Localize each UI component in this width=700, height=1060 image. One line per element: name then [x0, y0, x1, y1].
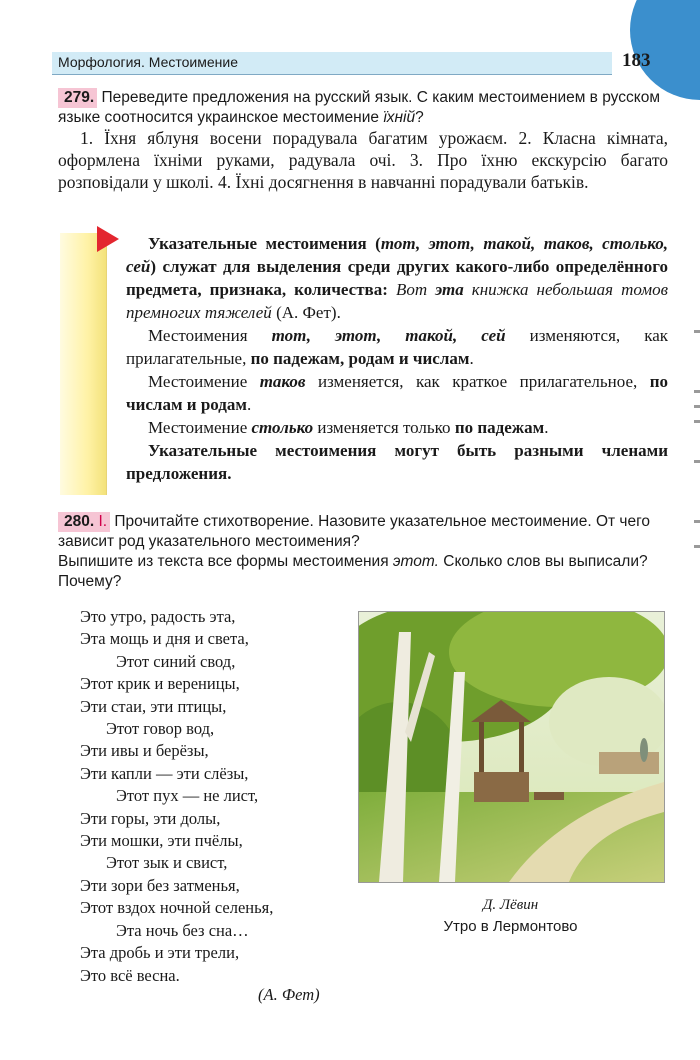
rule-paragraph-2: Местоимения тот, этот, такой, сей изменяются, как прилагательные, по падежам, родам и числам.	[126, 326, 669, 368]
painting-artist: Д. Лёвин	[482, 897, 539, 913]
rule-bar	[60, 233, 107, 495]
poem-line: Этот пух — не лист,	[116, 786, 259, 806]
page-number: 183	[622, 50, 651, 71]
rule-box	[126, 232, 668, 485]
rule-paragraph-3: Местоимение таков изменяется, как краткое прилагательное, по числам и родам.	[126, 372, 668, 414]
poem-line: Эти ивы и берёзы,	[80, 741, 209, 761]
section-title: Морфология. Местоимение	[58, 54, 239, 70]
poem-author: (А. Фет)	[258, 985, 320, 1004]
poem-line: Этот говор вод,	[106, 719, 215, 739]
exercise-279-text: 1. Їхня яблуня восени порадувала багатим урожаєм. 2. Класна кімната, оформлена їхніми руками, радувала очі. 3. Про їхню екскурсію багато розповідали у школі. 4. Їхні досягнення в навчанні порадували батьків.	[58, 128, 668, 192]
rule-paragraph-1: Указательные местоимения (тот, этот, такой, таков, столько, сей) служат для выделения среди других какого-либо определённого предмета, признака, количества: Вот эта книжка небольшая томов премногих тяжелей (А. Фет).	[126, 234, 669, 322]
ukrainian-pronoun: їхній	[383, 109, 416, 126]
poem-line: Эта ночь без сна…	[116, 920, 249, 940]
rule-paragraph-5: Указательные местоимения могут быть разными членами предложения.	[126, 441, 668, 483]
poem-line: Это утро, радость эта,	[80, 607, 236, 626]
painting-morning-in-lermontovo	[358, 611, 665, 883]
rule-paragraph-4: Местоимение столько изменяется только по падежам.	[148, 418, 549, 437]
poem	[80, 606, 273, 987]
exercise-279-task: 279. Переведите предложения на русский язык. С каким местоимением в русском языке соотносится украинское местоимение їхній?	[58, 89, 660, 126]
poem-line: Эти горы, эти долы,	[80, 808, 221, 828]
poem-line: Этот зык и свист,	[106, 853, 228, 873]
exercise-280-number: 280. I.	[58, 512, 110, 532]
poem-line: Эти мошки, эти пчёлы,	[80, 831, 243, 851]
exercise-279-number: 279.	[58, 88, 97, 108]
poem-line: Это всё весна.	[80, 965, 180, 985]
poem-line: Эти капли — эти слёзы,	[80, 763, 249, 783]
rule-arrow-icon	[97, 226, 119, 252]
painting-title: Утро в Лермонтово	[443, 918, 578, 935]
poem-line: Этот вздох ночной селенья,	[80, 898, 274, 918]
margin-tab-marks	[690, 320, 700, 560]
poem-line: Этот крик и вереницы,	[80, 674, 240, 694]
poem-line: Этот синий свод,	[116, 651, 236, 671]
exercise-280-task: 280. I. Прочитайте стихотворение. Назовите указательное местоимение. От чего зависит род указательного местоимения? Выпишите из текста все формы местоимения этот. Сколько слов вы выписали? Почему?	[58, 513, 651, 590]
poem-line: Эти стаи, эти птицы,	[80, 696, 227, 716]
poem-line: Эти зори без затменья,	[80, 875, 240, 895]
poem-line: Эта мощь и дня и света,	[80, 629, 249, 649]
poem-line: Эта дробь и эти трели,	[80, 943, 240, 963]
